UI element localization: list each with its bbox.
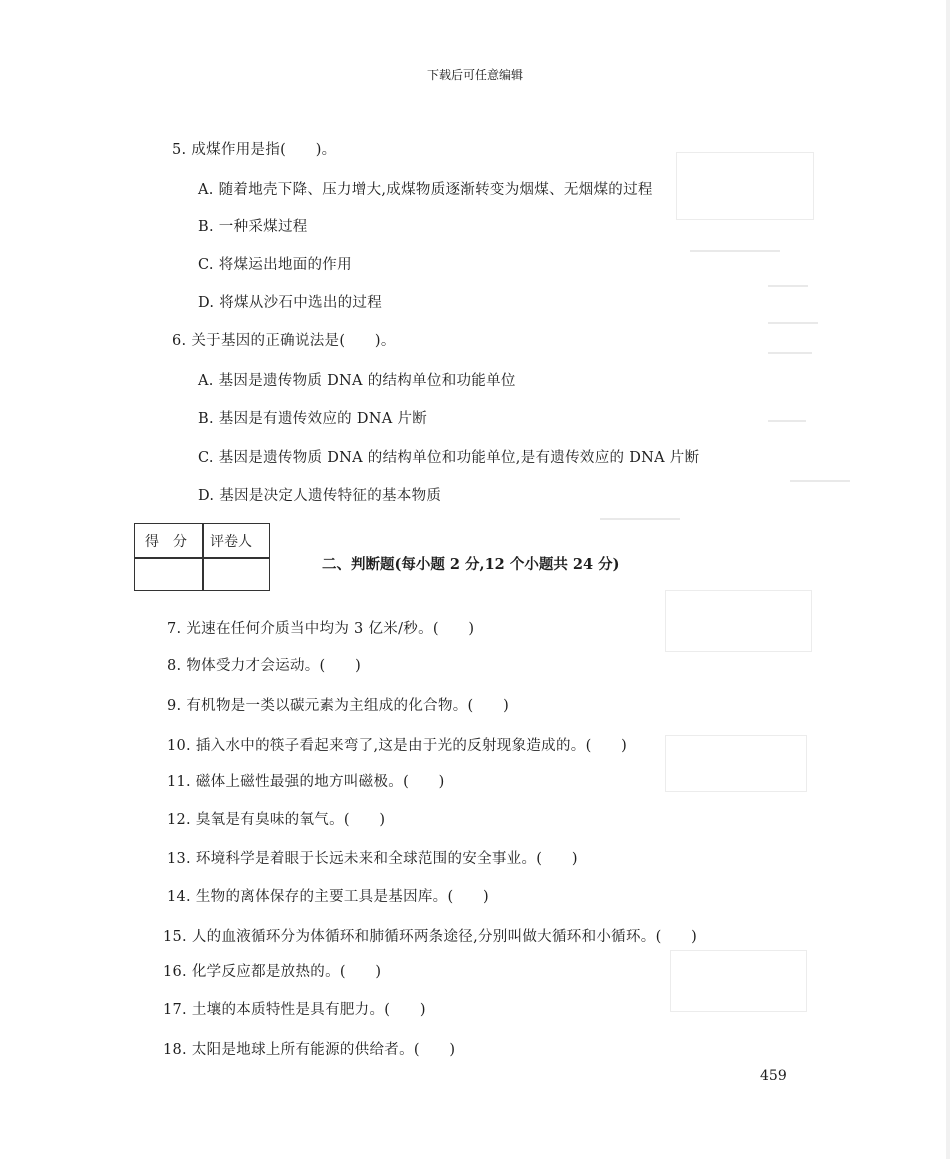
bleed-through-mark bbox=[790, 480, 850, 482]
judgment-item: 7. 光速在任何介质当中均为 3 亿米/秒。( ) bbox=[167, 621, 475, 637]
table-divider bbox=[135, 557, 269, 559]
bleed-through-mark bbox=[690, 250, 780, 252]
question-6-stem: 6. 关于基因的正确说法是( )。 bbox=[172, 333, 396, 349]
bleed-through-mark bbox=[665, 590, 812, 652]
question-5-option-d: D. 将煤从沙石中选出的过程 bbox=[198, 295, 383, 311]
judgment-item: 15. 人的血液循环分为体循环和肺循环两条途径,分别叫做大循环和小循环。( ) bbox=[163, 929, 698, 945]
question-6-option-c: C. 基因是遗传物质 DNA 的结构单位和功能单位,是有遗传效应的 DNA 片断 bbox=[198, 450, 700, 466]
page-number: 459 bbox=[760, 1068, 787, 1084]
bleed-through-mark bbox=[768, 322, 818, 324]
score-label: 得 分 bbox=[145, 534, 187, 550]
bleed-through-mark bbox=[665, 735, 807, 792]
judgment-item: 14. 生物的离体保存的主要工具是基因库。( ) bbox=[167, 889, 489, 905]
judgment-item: 13. 环境科学是着眼于长远未来和全球范围的安全事业。( ) bbox=[167, 851, 578, 867]
question-5-option-a: A. 随着地壳下降、压力增大,成煤物质逐渐转变为烟煤、无烟煤的过程 bbox=[198, 182, 653, 198]
judgment-item: 16. 化学反应都是放热的。( ) bbox=[163, 964, 382, 980]
judgment-item: 12. 臭氧是有臭味的氧气。( ) bbox=[167, 812, 386, 828]
judgment-item: 9. 有机物是一类以碳元素为主组成的化合物。( ) bbox=[167, 698, 510, 714]
judgment-item: 10. 插入水中的筷子看起来弯了,这是由于光的反射现象造成的。( ) bbox=[167, 738, 628, 754]
judgment-item: 11. 磁体上磁性最强的地方叫磁极。( ) bbox=[167, 774, 445, 790]
judgment-item: 8. 物体受力才会运动。( ) bbox=[167, 658, 362, 674]
section-2-title: 二、判断题(每小题 2 分,12 个小题共 24 分) bbox=[322, 556, 620, 573]
question-5-option-b: B. 一种采煤过程 bbox=[198, 219, 308, 235]
question-5-stem: 5. 成煤作用是指( )。 bbox=[172, 142, 337, 158]
judgment-item: 17. 土壤的本质特性是具有肥力。( ) bbox=[163, 1002, 426, 1018]
page-header: 下载后可任意编辑 bbox=[426, 68, 523, 82]
bleed-through-mark bbox=[676, 152, 814, 220]
question-6-option-b: B. 基因是有遗传效应的 DNA 片断 bbox=[198, 411, 428, 427]
page-edge bbox=[946, 0, 950, 1159]
bleed-through-mark bbox=[768, 285, 808, 287]
bleed-through-mark bbox=[600, 518, 680, 520]
bleed-through-mark bbox=[670, 950, 807, 1012]
score-table bbox=[134, 523, 270, 591]
judgment-item: 18. 太阳是地球上所有能源的供给者。( ) bbox=[163, 1042, 456, 1058]
question-6-option-a: A. 基因是遗传物质 DNA 的结构单位和功能单位 bbox=[198, 373, 516, 389]
question-5-option-c: C. 将煤运出地面的作用 bbox=[198, 257, 352, 273]
question-6-option-d: D. 基因是决定人遗传特征的基本物质 bbox=[198, 488, 442, 504]
bleed-through-mark bbox=[768, 352, 812, 354]
grader-label: 评卷人 bbox=[210, 534, 252, 550]
bleed-through-mark bbox=[768, 420, 806, 422]
